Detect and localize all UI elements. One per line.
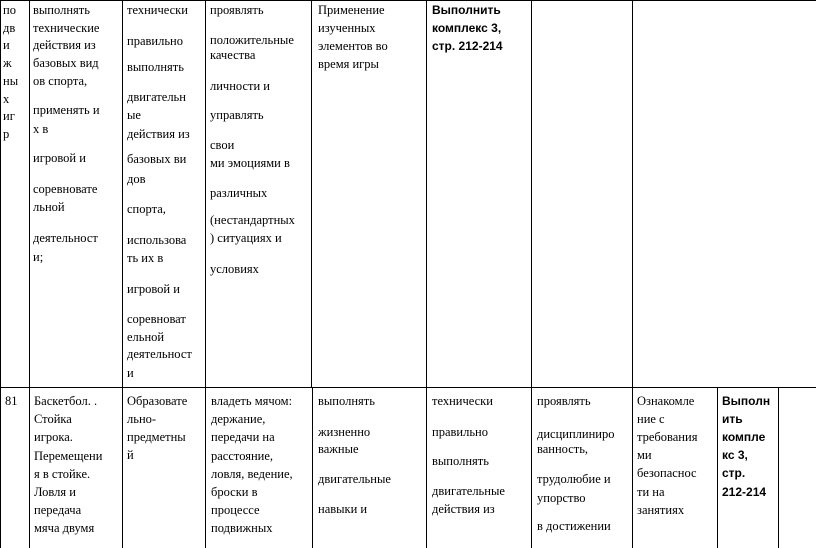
row1-col1 <box>33 0 122 387</box>
cell-text-line: держание, <box>211 412 266 426</box>
col-divider <box>717 388 718 548</box>
cell-text-line: ние с <box>637 412 665 426</box>
col-divider <box>312 388 313 548</box>
cell-text-line: ванность, <box>537 442 589 456</box>
cell-text-line: правильно <box>127 34 183 48</box>
row2-col5 <box>432 388 531 548</box>
cell-text-line: Ловля и <box>34 485 76 499</box>
cell-text-line: передачи на <box>211 430 275 444</box>
row1-col0 <box>3 0 29 387</box>
cell-text-line: Образовате <box>127 394 188 408</box>
row2-col8 <box>722 388 778 548</box>
row2-col1 <box>34 388 122 548</box>
col-divider <box>778 388 779 548</box>
cell-text-line: условиях <box>210 262 259 276</box>
cell-text-line: процессе <box>211 503 260 517</box>
cell-text-line: ) ситуациях и <box>210 231 282 245</box>
col-divider <box>205 0 206 548</box>
cell-text-line: двигательные <box>318 472 391 486</box>
col-divider <box>426 0 427 548</box>
cell-text-line: жизненно <box>318 425 371 439</box>
cell-text-line: деятельност <box>33 231 98 245</box>
cell-text-line: навыки и <box>318 502 368 516</box>
cell-text-line: дв <box>3 21 16 35</box>
cell-text-line: технически <box>432 394 493 408</box>
col-divider <box>29 0 30 548</box>
cell-text-line: правильно <box>432 425 488 439</box>
cell-text-line: использова <box>127 233 187 247</box>
cell-text-line: стр. 212-214 <box>432 39 503 53</box>
cell-text-line: Ознакомле <box>637 394 695 408</box>
cell-text-line: ые <box>127 108 141 122</box>
cell-text-line: я в стойке. <box>34 467 91 481</box>
cell-text-line: технически <box>127 3 188 17</box>
cell-text-line: трудолюбие и <box>537 472 611 486</box>
cell-text-line: х <box>3 92 10 106</box>
cell-text-line: мяча двумя <box>34 521 95 535</box>
cell-text-line: действия из <box>33 38 96 52</box>
cell-text-line: броски в <box>211 485 258 499</box>
cell-text-line: передача <box>34 503 82 517</box>
col-divider <box>0 0 1 548</box>
cell-text-line: Стойка <box>34 412 72 426</box>
cell-text-line: действия из <box>127 127 190 141</box>
cell-text-line: ельной <box>127 330 165 344</box>
cell-text-line: технические <box>33 21 100 35</box>
cell-text-line: ть их в <box>127 251 164 265</box>
cell-text-line: соревновате <box>33 182 98 196</box>
cell-text-line: ми эмоциями в <box>210 156 290 170</box>
cell-text-line: соревноват <box>127 312 186 326</box>
cell-text-line: различных <box>210 186 268 200</box>
cell-text-line: ми <box>637 448 652 462</box>
cell-text-line: (нестандартных <box>210 213 295 227</box>
cell-text-line: базовых вид <box>33 56 99 70</box>
cell-text-line: ти на <box>637 485 665 499</box>
cell-text-line: подвижных <box>211 521 273 535</box>
cell-text-line: дисциплиниро <box>537 427 615 441</box>
cell-text-line: расстояние, <box>211 449 274 463</box>
cell-text-line: личности и <box>210 79 270 93</box>
cell-text-line: Применение <box>318 3 385 17</box>
col-divider <box>122 0 123 548</box>
cell-text-line: компле <box>722 430 766 444</box>
cell-text-line: требования <box>637 430 698 444</box>
cell-text-line: ны <box>3 74 19 88</box>
cell-text-line: проявлять <box>210 3 264 17</box>
cell-text-line: льно- <box>127 412 157 426</box>
cell-text-line: проявлять <box>537 394 591 408</box>
cell-text-line: 212-214 <box>722 485 767 499</box>
cell-text-line: ж <box>3 56 12 70</box>
cell-text-line: важные <box>318 442 359 456</box>
cell-text-line: элементов во <box>318 39 388 53</box>
cell-text-line: качества <box>210 48 256 62</box>
cell-text-line: игровой и <box>33 151 86 165</box>
cell-text-line: ловля, ведение, <box>211 467 293 481</box>
cell-text-line: выполнять <box>33 3 90 17</box>
row2-col2 <box>127 388 205 548</box>
cell-text-line: выполнять <box>432 454 489 468</box>
cell-text-line: Выполнить <box>432 3 501 17</box>
cell-text-line: Выполн <box>722 394 771 408</box>
cell-text-line: владеть мячом: <box>211 394 293 408</box>
cell-text-line: дов <box>127 172 146 186</box>
cell-text-line: р <box>3 127 10 141</box>
cell-text-line: изученных <box>318 21 376 35</box>
cell-text-line: и; <box>33 250 44 264</box>
cell-text-line: двигательные <box>432 484 505 498</box>
cell-text-line: льной <box>33 200 65 214</box>
cell-text-line: безопаснос <box>637 466 697 480</box>
col-divider <box>531 0 532 548</box>
cell-text-line: кс 3, <box>722 448 748 462</box>
cell-text-line: выполнять <box>127 60 184 74</box>
row1-col4 <box>318 0 426 387</box>
cell-text-line: Перемещени <box>34 449 103 463</box>
cell-text-line: й <box>127 448 134 462</box>
row2-col4 <box>318 388 426 548</box>
cell-text-line: ить <box>722 412 743 426</box>
cell-text-line: по <box>3 3 16 17</box>
col-divider <box>632 0 633 548</box>
cell-text-line: игрока. <box>34 430 73 444</box>
cell-text-line: в достижении <box>537 519 611 533</box>
cell-text-line: игровой и <box>127 282 180 296</box>
cell-text-line: Баскетбол. . <box>34 394 98 408</box>
cell-text-line: положительные <box>210 33 294 47</box>
cell-text-line: действия из <box>432 502 495 516</box>
cell-text-line: время игры <box>318 57 379 71</box>
row1-col5 <box>432 0 531 387</box>
cell-text-line: ов спорта, <box>33 74 88 88</box>
cell-text-line: двигательн <box>127 90 186 104</box>
row2-col0 <box>5 388 29 548</box>
cell-text-line: управлять <box>210 108 264 122</box>
cell-text-line: занятиях <box>637 503 685 517</box>
cell-text-line: х в <box>33 122 49 136</box>
cell-text-line: применять и <box>33 103 100 117</box>
cell-text-line: базовых ви <box>127 152 187 166</box>
row2-col3 <box>211 388 312 548</box>
cell-text-line: 81 <box>5 394 18 408</box>
row2-col7 <box>637 388 717 548</box>
cell-text-line: стр. <box>722 466 746 480</box>
row2-col6 <box>537 388 632 548</box>
cell-text-line: выполнять <box>318 394 375 408</box>
col-divider <box>311 0 312 388</box>
cell-text-line: спорта, <box>127 202 166 216</box>
cell-text-line: комплекс 3, <box>432 21 502 35</box>
cell-text-line: иг <box>3 109 15 123</box>
cell-text-line: и <box>3 38 10 52</box>
cell-text-line: свои <box>210 138 235 152</box>
row1-col2 <box>127 0 205 387</box>
row1-col3 <box>210 0 311 387</box>
cell-text-line: предметны <box>127 430 186 444</box>
cell-text-line: и <box>127 366 134 380</box>
cell-text-line: деятельност <box>127 347 192 361</box>
cell-text-line: упорство <box>537 491 586 505</box>
